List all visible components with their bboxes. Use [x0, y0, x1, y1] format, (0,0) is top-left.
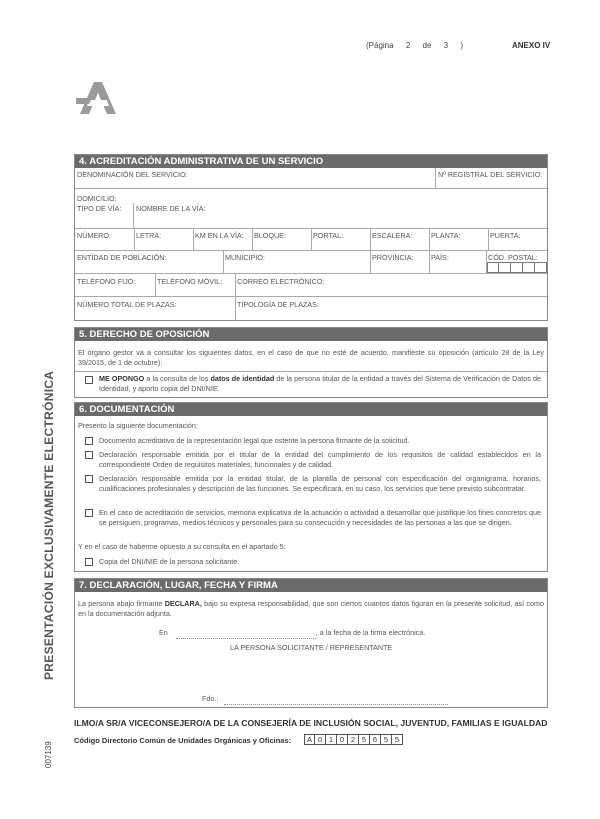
dir3-digit: 5 — [359, 734, 370, 745]
dir3-digit: 5 — [392, 734, 403, 745]
dir3-digit: A — [304, 734, 315, 745]
municipio-field[interactable]: MUNICIPIO: — [225, 253, 265, 262]
page-indicator — [366, 41, 473, 50]
dir3-digit: 0 — [337, 734, 348, 745]
anexo-label: ANEXO IV — [512, 41, 551, 50]
domicilio-label: DOMICILIO: — [77, 194, 117, 203]
km-field[interactable]: KM EN LA VÍA: — [195, 231, 244, 240]
section-oposicion — [74, 327, 548, 398]
section-4-title: 4. ACREDITACIÓN ADMINISTRATIVA DE UN SERVICIO — [75, 155, 547, 168]
doc-item-2: Declaración responsable emitida por el titular de la entidad del cumplimiento de los requisitos de calidad establecidos en la correspondiente Orden de requisitos materiales, funcionales y de calidad. — [99, 450, 541, 469]
doc-item-3: Declaración responsable emitida por la entidad titular, de la plantilla de personal con especificación del organigrama, horarios, cualificaciones profesionales y descripción de las funciones. Se especificará, en su caso, los servicios que tiene previsto subcontratar. — [99, 474, 541, 493]
doc-item-1: Documento acreditativo de la representación legal que ostente la persona firmante de la solicitud. — [99, 436, 410, 445]
dir3-digit: 6 — [370, 734, 381, 745]
correo-field[interactable]: CORREO ELECTRÓNICO: — [237, 277, 325, 286]
tel-fijo-field[interactable]: TELÉFONO FIJO: — [77, 277, 136, 286]
page-current: 2 — [405, 41, 411, 50]
row-telefono — [75, 274, 547, 297]
row-plazas — [75, 297, 547, 321]
dir3-digit: 1 — [326, 734, 337, 745]
tipologia-field[interactable]: TIPOLOGÍA DE PLAZAS: — [237, 300, 319, 309]
en-label: En — [159, 628, 168, 637]
page-total: 3 — [443, 41, 449, 50]
dir3-digit: 0 — [315, 734, 326, 745]
cod-postal-label: CÓD. POSTAL: — [488, 253, 538, 262]
row-domicilio — [75, 189, 547, 229]
section-acreditacion — [74, 154, 548, 321]
portal-field[interactable]: PORTAL: — [313, 231, 344, 240]
row-numero — [75, 229, 547, 251]
opposed-intro: Y en el caso de haberme opuesto a su consulta en el apartado 5: — [78, 542, 286, 551]
doc-item-4: En el caso de acreditación de servicios, memoria explicativa de la actuación o actividad a desarrollar que justifique los fines concretos que se persiguen, programas, medios técnicos y personales para su consecución y necesidades de las personas a las que se dirigen. — [99, 508, 541, 527]
cod-postal-boxes[interactable] — [487, 262, 547, 273]
dni-copy-checkbox[interactable] — [85, 558, 93, 566]
puerta-field[interactable]: PUERTA: — [490, 231, 521, 240]
provincia-field[interactable]: PROVINCIA: — [372, 253, 414, 262]
fdo-label: Fdo.: — [202, 694, 219, 703]
escalera-field[interactable]: ESCALERA: — [372, 231, 413, 240]
dir3-digit: 5 — [381, 734, 392, 745]
row-denominacion — [75, 168, 547, 189]
row-entidad — [75, 251, 547, 274]
lugar-line — [159, 628, 425, 639]
bloque-field[interactable]: BLOQUE: — [254, 231, 286, 240]
tipo-via-field[interactable]: TIPO DE VÍA: — [77, 204, 122, 213]
oposicion-intro: El órgano gestor va a consultar los siguientes datos, en el caso de que no esté de acuerdo, manifieste su oposición (artículo 28 de la Ley 39/2015, de 1 de octubre): — [78, 348, 544, 367]
entidad-field[interactable]: ENTIDAD DE POBLACIÓN: — [77, 253, 167, 262]
declaracion-text: La persona abajo firmante DECLARA, bajo su expresa responsabilidad, que son ciertos cuantos datos figuran en la presente solicitud, así como en la documentación adjunta. — [78, 599, 544, 618]
numero-field[interactable]: NÚMERO: — [77, 231, 111, 240]
doc-checkbox-3[interactable] — [85, 475, 93, 483]
firma-input[interactable] — [224, 694, 448, 705]
me-opongo-checkbox[interactable] — [85, 376, 93, 384]
planta-field[interactable]: PLANTA: — [431, 231, 461, 240]
section-declaracion — [74, 578, 548, 708]
section-7-title: 7. DECLARACIÓN, LUGAR, FECHA Y FIRMA — [75, 579, 547, 592]
registral-field[interactable]: Nº REGISTRAL DEL SERVICIO: — [438, 170, 543, 179]
form-code: 007139 — [44, 741, 53, 768]
denominacion-field[interactable]: DENOMINACIÓN DEL SERVICIO: — [77, 170, 188, 179]
me-opongo-text: ME OPONGO a la consulta de los datos de identidad de la persona titular de la entidad a través del Sistema de Verificación de Datos de Identidad, y aporto copia del DNI/NIE. — [99, 374, 541, 393]
plazas-field[interactable]: NÚMERO TOTAL DE PLAZAS: — [77, 300, 177, 309]
fecha-text: , a la fecha de la firma electrónica. — [315, 628, 426, 637]
dni-copy-text: Copia del DNI/NIE de la persona solicitante. — [99, 557, 240, 566]
doc-checkbox-1[interactable] — [85, 437, 93, 445]
dir3-label: Código Directorio Común de Unidades Orgánicas y Oficinas: — [74, 736, 292, 745]
de-label: de — [422, 41, 432, 50]
letra-field[interactable]: LETRA: — [136, 231, 162, 240]
dir3-code — [304, 734, 403, 745]
junta-logo-icon — [76, 78, 120, 114]
lugar-input[interactable] — [176, 628, 316, 639]
close-paren: ) — [460, 41, 463, 50]
pagina-label: (Página — [366, 41, 394, 50]
firma-line — [202, 694, 448, 705]
nombre-via-field[interactable]: NOMBRE DE LA VÍA: — [136, 204, 206, 213]
addressee: ILMO/A SR/A VICECONSEJERO/A DE LA CONSEJERÍA DE INCLUSIÓN SOCIAL, JUVENTUD, FAMILIAS E IGUALDAD — [74, 718, 548, 728]
documentacion-intro: Presento la siguiente documentación: — [78, 421, 198, 430]
pais-field[interactable]: PAÍS: — [431, 253, 449, 262]
dir3-digit: 2 — [348, 734, 359, 745]
section-5-title: 5. DERECHO DE OPOSICIÓN — [75, 328, 547, 341]
doc-checkbox-4[interactable] — [85, 509, 93, 517]
tel-movil-field[interactable]: TELÉFONO MÓVIL: — [157, 277, 223, 286]
section-documentacion — [74, 402, 548, 572]
vertical-notice: PRESENTACIÓN EXCLUSIVAMENTE ELECTRÓNICA — [42, 370, 56, 680]
section-6-title: 6. DOCUMENTACIÓN — [75, 403, 547, 416]
solicitante-label: LA PERSONA SOLICITANTE / REPRESENTANTE — [230, 643, 393, 652]
doc-checkbox-2[interactable] — [85, 451, 93, 459]
